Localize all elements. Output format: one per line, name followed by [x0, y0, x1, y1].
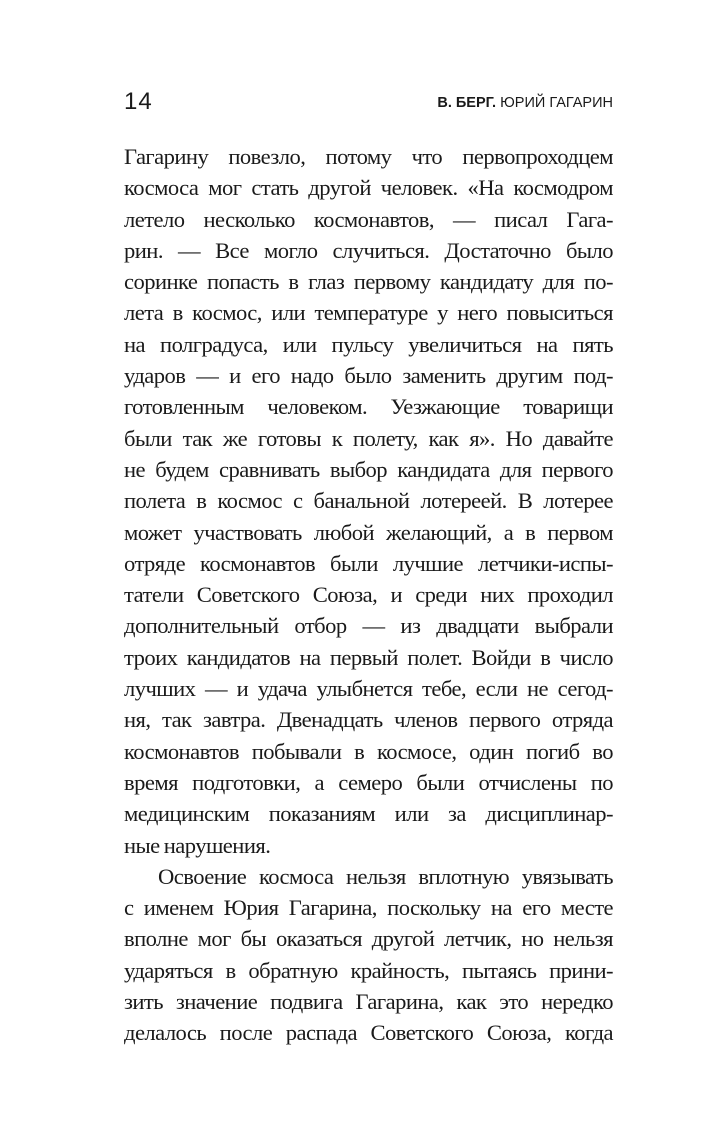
- text-line: космоса мог стать другой человек. «На космодром: [124, 175, 613, 201]
- text-line: отряде космонавтов были лучшие летчики-испы-: [124, 550, 613, 576]
- page-number: 14: [124, 88, 153, 115]
- text-line: ударов — и его надо было заменить другим под-: [124, 363, 613, 389]
- text-line: дополнительный отбор — из двадцати выбрали: [124, 613, 613, 639]
- text-line: рин. — Все могло случиться. Достаточно было: [124, 237, 613, 263]
- running-head-title: ЮРИЙ ГАГАРИН: [500, 95, 613, 111]
- text-line: были так же готовы к полету, как я». Но давайте: [124, 425, 613, 451]
- text-line: Гагарину повезло, потому что первопроходцем: [124, 144, 613, 169]
- text-line: ня, так завтра. Двенадцать членов первого отряда: [124, 707, 613, 733]
- body-text: [124, 141, 613, 1049]
- text-line: время подготовки, а семеро были отчислены по: [124, 769, 613, 795]
- text-line: делалось после распада Советского Союза, когда: [124, 1020, 613, 1046]
- text-line: не будем сравнивать выбор кандидата для первого: [124, 456, 613, 482]
- text-line: космонавтов побывали в космосе, один погиб во: [124, 738, 613, 764]
- text-line: татели Советского Союза, и среди них проходил: [124, 582, 613, 608]
- text-line: медицинским показаниям или за дисциплинар-: [124, 801, 613, 827]
- text-line: лучших — и удача улыбнется тебе, если не сегод-: [124, 676, 613, 702]
- text-line-paragraph-start: Освоение космоса нельзя вплотную увязывать: [158, 863, 613, 889]
- text-line: на полградуса, или пульсу увеличиться на пять: [124, 331, 613, 357]
- text-line: лета в космос, или температуре у него повыситься: [124, 300, 613, 326]
- text-line: полета в космос с банальной лотереей. В лотерее: [124, 488, 613, 514]
- text-line: вполне мог бы оказаться другой летчик, но нельзя: [124, 926, 613, 952]
- text-line: троих кандидатов на первый полет. Войди в число: [124, 644, 613, 670]
- text-line: с именем Юрия Гагарина, поскольку на его месте: [124, 895, 613, 921]
- running-head: [437, 94, 613, 112]
- running-head-author: В. БЕРГ.: [437, 95, 497, 111]
- text-line: готовленным человеком. Уезжающие товарищи: [124, 394, 613, 420]
- text-line-paragraph-end: ные нарушения.: [124, 832, 271, 858]
- text-line: зить значение подвига Гагарина, как это нередко: [124, 989, 613, 1015]
- text-line: летело несколько космонавтов, — писал Гага-: [124, 206, 613, 232]
- text-line: соринке попасть в глаз первому кандидату для по-: [124, 269, 613, 295]
- text-line: ударяться в обратную крайность, пытаясь прини-: [124, 957, 613, 983]
- text-line: может участвовать любой желающий, а в первом: [124, 519, 613, 545]
